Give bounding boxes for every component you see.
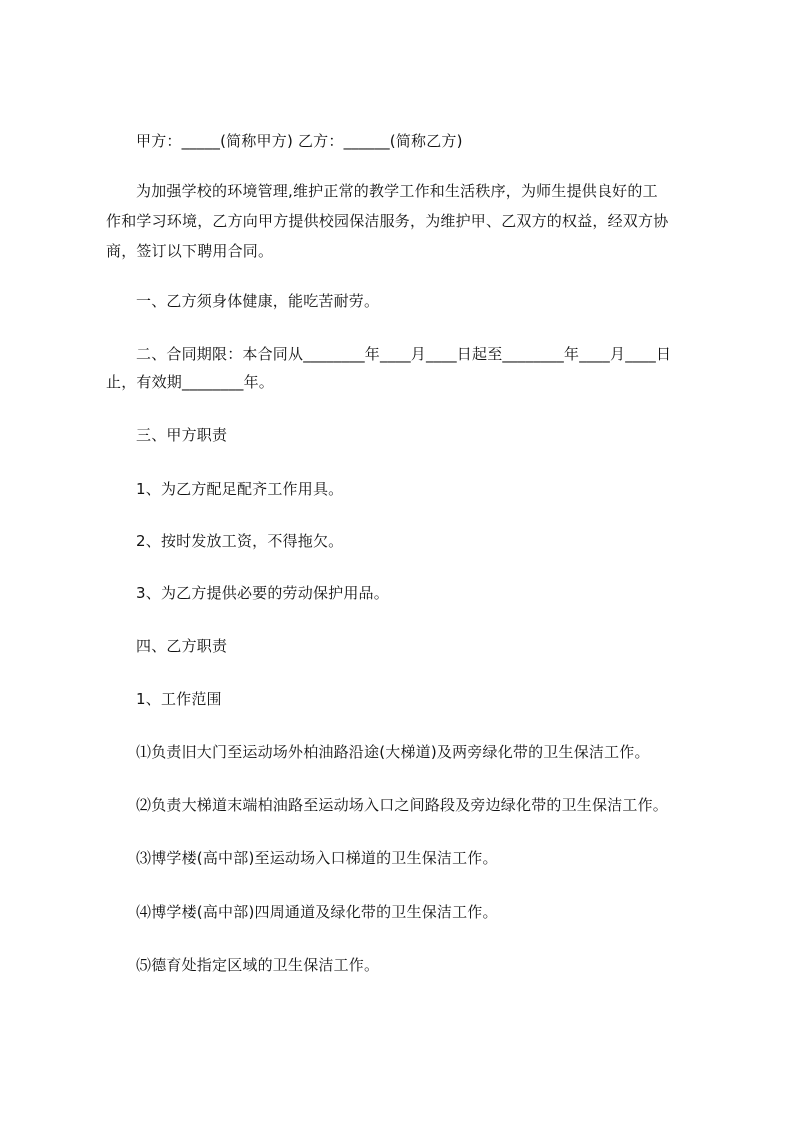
scope-item-1: ⑴负责旧大门至运动场外柏油路沿途(大梯道)及两旁绿化带的卫生保洁工作。 xyxy=(136,743,650,761)
section-1: 一、乙方须身体健康，能吃苦耐劳。 xyxy=(136,292,380,310)
scope-item-5: ⑸德育处指定区域的卫生保洁工作。 xyxy=(136,956,380,974)
scope-item-4: ⑷博学楼(高中部)四周通道及绿化带的卫生保洁工作。 xyxy=(136,903,498,921)
intro-line-2: 作和学习环境，乙方向甲方提供校园保洁服务，为维护甲、乙双方的权益，经双方协 xyxy=(106,212,669,230)
section-4-title: 四、乙方职责 xyxy=(136,637,228,655)
section-3-title: 三、甲方职责 xyxy=(136,426,228,444)
section-3-item-3: 3、为乙方提供必要的劳动保护用品。 xyxy=(136,584,389,602)
scope-item-3: ⑶博学楼(高中部)至运动场入口梯道的卫生保洁工作。 xyxy=(136,849,498,867)
scope-item-2: ⑵负责大梯道末端柏油路至运动场入口之间路段及旁边绿化带的卫生保洁工作。 xyxy=(136,796,669,814)
intro-line-1: 为加强学校的环境管理,维护正常的教学工作和生活秩序，为师生提供良好的工 xyxy=(136,182,658,200)
intro-line-3: 商，签订以下聘用合同。 xyxy=(106,242,274,260)
section-3-item-1: 1、为乙方配足配齐工作用具。 xyxy=(136,480,344,498)
section-2-line-1: 二、合同期限：本合同从________年____月____日起至________年____月____日 xyxy=(136,345,672,363)
section-2-line-2: 止，有效期________年。 xyxy=(106,373,275,391)
section-3-item-2: 2、按时发放工资，不得拖欠。 xyxy=(136,532,344,550)
party-header-line: 甲方：_____(简称甲方) 乙方：______(简称乙方) xyxy=(136,132,463,150)
section-4-subtitle: 1、工作范围 xyxy=(136,690,222,708)
